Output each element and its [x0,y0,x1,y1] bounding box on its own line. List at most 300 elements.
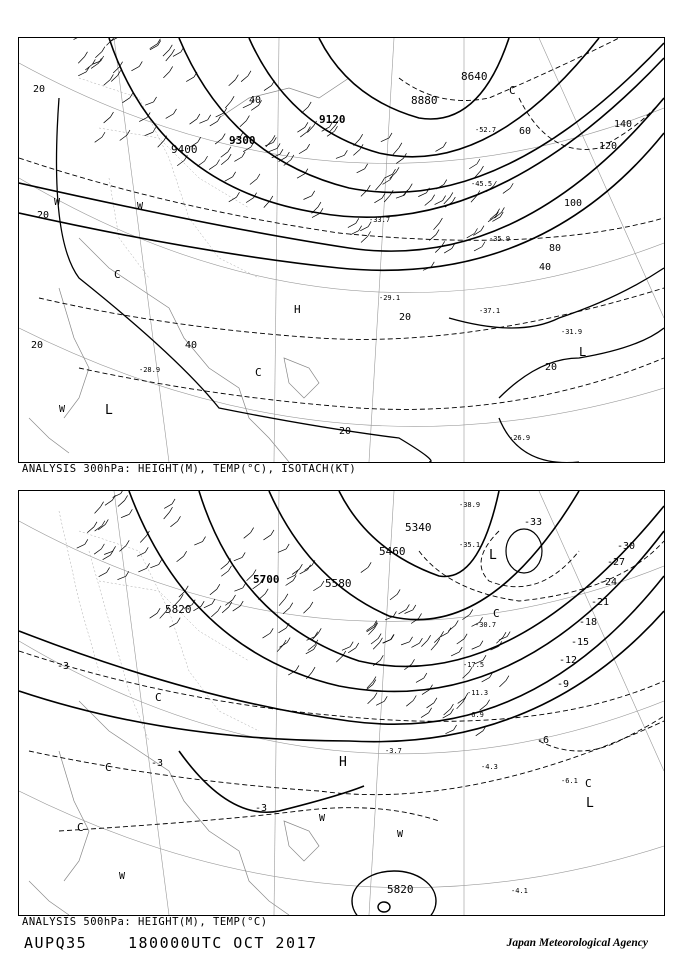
wind-barb-flag [242,152,245,157]
wind-barb-flag [218,606,221,611]
isotherm-label: -6 [537,735,550,746]
wind-barb-flag [113,546,116,551]
temperature-label: -6.9 [467,711,484,719]
wind-barb-flag [497,209,500,214]
wind-barb-flag [393,611,396,616]
boundaries [79,78,262,278]
wind-barb-flag [451,709,454,714]
isotherm-label: -3 [151,758,164,769]
wind-barb-flag [217,159,220,164]
wind-barb-flag [482,242,485,247]
low-center-mark: L [105,403,113,418]
wind-barb-flag [107,567,110,572]
wind-barb-staff [431,643,437,650]
wind-barb-staff [368,698,374,704]
cold-center-mark: C [155,691,162,704]
wind-barb-flag [291,155,294,160]
wind-barb-flag [374,693,377,698]
wind-barb-flag [470,609,473,614]
wind-barb-flag [101,502,104,507]
wind-barb-staff [221,564,228,570]
wind-barb-flag [243,583,246,588]
wind-barb-flag [368,562,371,567]
temperature-label: -38.9 [459,501,481,509]
wind-barb-flag [228,147,231,152]
wind-barb-flag [85,539,88,544]
wind-barb-staff [234,588,242,591]
wind-barb-flag [170,66,173,71]
cold-center-mark: C [114,268,121,281]
wind-barb-staff [303,196,311,200]
wind-barb-flag [378,634,381,639]
wind-barb-staff [269,148,277,151]
wind-barb-staff [164,504,172,508]
wind-barb-flag [308,565,311,570]
wind-barb-staff [368,628,374,635]
wind-barb-staff [163,71,169,77]
isotach-label: 20 [37,210,50,221]
wind-barb-staff [74,38,82,40]
isotherm-label: -33 [524,517,543,528]
wind-barb-flag [185,586,188,591]
wind-barb-staff [448,625,455,631]
isotach-label: 40 [249,95,262,106]
wind-barb-flag [172,499,175,504]
panel-caption-300hpa: ANALYSIS 300hPa: HEIGHT(M), TEMP(°C), ISOTACH(KT) [22,463,357,475]
wind-barb-flag [396,167,399,172]
high-center-mark: H [294,303,301,316]
wind-barb-flag [272,135,275,140]
wind-barb-staff [145,132,153,135]
wind-barb-flag [94,522,97,527]
wind-barb-staff [78,57,84,63]
low-center-mark: L [579,345,587,359]
wind-barb-staff [104,117,111,123]
isotach-label: 20 [545,362,558,373]
isotach-label: 100 [564,198,583,209]
temperature-label: -3.7 [385,747,402,755]
wind-barb-staff [122,98,130,103]
wind-barb-staff [197,161,204,166]
temperature-label: -6.1 [561,777,578,785]
wind-barb-staff [278,628,286,633]
wind-barb-staff [416,678,424,682]
wind-barb-staff [169,623,177,627]
wind-barb-staff [467,233,475,238]
wind-barb-flag [308,102,311,107]
wind-barb-staff [384,195,390,202]
wind-barb-flag [102,132,105,137]
isotach-label: 80 [549,243,562,254]
isotherm-label: -3 [255,803,268,814]
wind-barb-flag [434,698,437,703]
wind-barb-staff [246,198,254,203]
wind-barb-flag [475,228,478,233]
wind-barb-flag [285,594,288,599]
warm-center-mark: W [54,197,61,208]
height-label: 9300 [229,134,256,147]
wind-barb-staff [499,681,506,687]
wind-barb-staff [117,576,125,579]
wind-barb-flag [412,659,415,664]
wind-barb-staff [361,567,368,572]
wind-barb-flag [493,181,496,186]
wind-barb-staff [87,527,94,533]
wind-barb-staff [229,80,236,86]
wind-barb-staff [164,512,170,519]
wind-barb-staff [401,642,409,645]
wind-barb-staff [264,86,272,91]
wind-barb-flag [419,613,422,618]
isotherm-label: -18 [579,617,598,628]
wind-barb-flag [173,109,176,114]
wind-barb-flag [307,144,310,149]
wind-barb-flag [410,637,413,642]
wind-barb-staff [251,105,258,110]
wind-barb-flag [381,178,384,183]
wind-barb-flag [233,595,236,600]
wind-barb-staff [308,645,315,651]
wind-barb-staff [250,179,257,185]
wind-barb-flag [481,226,484,231]
wind-barb-staff [444,248,452,253]
wind-barb-staff [302,107,309,113]
wind-barb-flag [184,551,187,556]
temperature-label: -28.9 [139,366,161,374]
wind-barb-staff [357,169,365,173]
wind-barb-flag [480,166,483,171]
wind-barb-staff [138,568,146,572]
temperature-label: -29.1 [379,294,401,302]
wind-barb-flag [177,618,180,623]
wind-barb-flag [110,74,113,79]
temperature-label: -31.9 [561,328,583,336]
wind-barb-flag [406,604,409,609]
wind-barb-staff [348,648,356,653]
wind-barb-staff [503,188,510,193]
wind-barb-flag [380,655,383,660]
wind-barb-flag [293,576,296,581]
wind-barb-flag [129,509,132,514]
wind-barb-flag [452,197,455,202]
isotherm-label: -30 [617,541,636,552]
wind-barb-staff [190,119,197,124]
isotherm-label: -24 [599,577,618,588]
wind-barb-flag [125,495,128,500]
wind-barb-flag [126,540,129,545]
wind-barb-staff [393,148,399,155]
wind-barb-flag [379,638,382,643]
wind-barb-flag [157,608,160,613]
wind-barb-flag [318,628,321,633]
wind-barb-flag [102,47,105,52]
height-label: 5340 [405,521,432,534]
wind-barb-flag [389,133,392,138]
wind-barb-staff [264,201,270,208]
wind-barb-staff [233,606,240,611]
wind-barb-staff [131,66,139,70]
wind-barb-flag [235,75,238,80]
wind-barb-staff [94,549,101,554]
wind-barb-flag [439,218,442,223]
wind-barb-staff [421,640,427,646]
wind-barb-staff [244,533,251,539]
wind-barb-flag [455,620,458,625]
wind-barb-flag [224,108,227,113]
wind-barb-staff [297,174,305,178]
wind-barb-flag [228,566,231,571]
agency-name: Japan Meteorological Agency [506,937,648,949]
wind-barb-flag [510,183,513,188]
wind-barb-staff [177,160,184,165]
wind-barb-flag [139,61,142,66]
wind-barb-flag [153,127,156,132]
wind-barb-flag [350,642,353,647]
wind-barb-flag [320,208,323,213]
wind-barb-flag [487,700,490,705]
wind-barb-flag [120,62,123,67]
wind-barb-flag [431,262,434,267]
wind-barb-flag [121,491,124,494]
panel-caption-500hpa: ANALYSIS 500hPa: HEIGHT(M), TEMP(°C) [22,916,268,928]
wind-barb-flag [222,134,225,139]
wind-barb-flag [506,676,509,681]
isotherm-label: -3 [57,661,70,672]
temperature-label: -4.3 [481,763,498,771]
wind-barb-flag [305,122,308,127]
wind-barb-flag [507,632,510,637]
wind-barb-staff [209,164,216,169]
isotach-label: 20 [33,84,46,95]
wind-barb-flag [273,137,276,142]
wind-barb-staff [313,586,321,591]
wind-barb-staff [216,113,224,117]
wind-barb-staff [95,526,102,531]
isotach-label: 120 [599,141,618,152]
temperature-label: -4.1 [511,887,528,895]
height-label: 8640 [461,70,488,83]
wind-barb-staff [371,639,378,644]
temperature-label: -17.5 [463,661,485,669]
wind-barb-staff [95,137,102,142]
coastline [29,78,352,462]
wind-barb-staff [405,610,413,614]
wind-barb-staff [336,656,342,662]
wind-barb-flag [169,45,172,50]
wind-barb-staff [166,54,172,61]
wind-barb-flag [419,638,422,643]
wind-barb-flag [280,149,283,154]
height-contours [19,38,664,270]
low-center-mark: L [489,548,497,563]
valid-time: 180000UTC OCT 2017 [128,934,318,952]
cold-center-mark: C [509,84,516,97]
isotherm-label: -12 [559,655,578,666]
wind-barb-flag [271,530,274,535]
wind-barb-staff [300,570,308,574]
wind-barb-flag [483,655,486,660]
wind-barb-flag [365,164,368,169]
wind-barb-staff [474,247,482,251]
wind-barb-staff [234,157,242,162]
wind-barb-flag [248,71,251,76]
wind-barb-staff [444,197,450,204]
wind-barb-flag [286,544,289,549]
wind-barb-staff [95,52,102,58]
wind-barb-flag [197,114,200,119]
wind-barb-staff [77,544,85,548]
wind-barb-flag [178,516,181,521]
wind-barb-staff [306,649,314,653]
wind-barb-staff [173,52,181,56]
wind-barb-staff [150,613,157,618]
chart-id: AUPQ35 [24,934,88,952]
wind-barb-flag [251,528,254,533]
wind-barb-staff [469,164,477,169]
graticule [19,491,664,915]
wind-barb-staff [118,500,125,506]
wind-barb-staff [382,639,390,643]
wind-barb-flag [391,634,394,639]
wind-barb-flag [450,192,453,197]
wind-barb-flag [169,507,172,512]
wind-barb-flag [126,571,129,576]
wind-barb-staff [145,102,153,105]
wind-barb-flag [318,202,321,207]
wind-barb-staff [425,200,432,206]
wind-barb-staff [211,611,218,617]
wind-barb-flag [257,174,260,179]
wind-barb-flag [432,195,435,200]
wind-barb-flag [413,605,416,610]
wind-barb-staff [222,607,229,613]
warm-center-mark: W [119,871,126,882]
wind-barb-staff [287,575,295,579]
wind-barb-flag [501,207,504,212]
wind-barb-staff [457,639,464,644]
wind-barb-staff [221,159,228,165]
warm-center-mark: W [59,404,66,415]
wind-barb-flag [203,537,206,542]
wind-barb-staff [376,183,382,190]
wind-barb-staff [103,555,111,560]
temperature-label: -37.1 [479,307,501,315]
wind-barb-flag [409,184,412,189]
wind-barb-flag [384,696,387,701]
wind-barb-staff [312,213,320,217]
wind-barb-staff [383,180,391,185]
wind-barb-flag [84,52,87,57]
isotach-label: 20 [339,426,352,437]
wind-barb-flag [459,647,462,652]
wind-barb-staff [229,197,237,202]
wind-barb-flag [450,704,453,709]
wind-barb-flag [429,708,432,713]
isotach-label: 60 [519,126,532,137]
wind-barb-flag [312,667,315,672]
wind-barb-flag [428,635,431,640]
wind-barb-flag [296,665,299,670]
wind-barb-flag [310,602,313,607]
wind-barb-flag [270,628,273,633]
wind-barb-flag [110,112,113,117]
wind-barb-staff [482,678,490,682]
wind-barb-staff [210,589,217,595]
wind-barb-staff [258,594,265,600]
wind-barb-flag [360,134,363,139]
wind-barb-flag [299,564,302,569]
wind-barb-staff [241,76,248,82]
wind-barb-staff [299,149,307,154]
isotherm-label: -21 [591,597,610,608]
wind-barb-staff [166,114,174,119]
wind-barb-flag [464,634,467,639]
height-label: 8880 [411,94,438,107]
wind-barb-flag [344,150,347,155]
wind-barb-staff [297,127,305,132]
wind-barb-staff [286,581,294,586]
wind-barb-staff [396,158,403,163]
wind-barb-staff [221,152,228,157]
wind-barb-staff [373,643,379,649]
wind-barb-staff [121,514,129,517]
wind-barb-flag [236,192,239,197]
wind-barb-flag [101,544,104,549]
wind-barb-staff [210,121,218,126]
height-label: 5820 [165,603,192,616]
isotach-contours [57,98,665,462]
wind-barb-flag [480,641,483,646]
wind-barb-staff [277,645,283,652]
wind-barb-staff [221,571,228,576]
wind-barb-staff [303,607,309,613]
wind-barb-flag [397,589,400,594]
wind-barb-flag [246,116,249,121]
wind-barb-flag [231,96,234,101]
wind-barb-flag [159,560,162,565]
wind-barb-flag [443,142,446,147]
wind-barb-staff [445,730,453,734]
wind-barb-staff [120,135,127,140]
wind-barb-staff [418,193,426,197]
wind-barb-staff [105,500,112,505]
wind-barb-staff [225,177,233,181]
wind-barb-staff [376,701,384,705]
wind-barb-staff [304,565,311,570]
wind-barb-flag [105,519,108,524]
isotach-label: 40 [539,262,552,273]
wind-barb-flag [154,97,157,102]
height-label: 9120 [319,113,346,126]
wind-barb-staff [194,542,202,546]
wind-barb-flag [367,185,370,190]
temperature-label: -33.7 [369,216,391,224]
wind-barb-staff [113,494,121,498]
isotherm-label: -27 [607,557,626,568]
wind-barb-staff [361,236,368,242]
boundaries [59,511,259,741]
wind-barb-flag [356,643,359,648]
wind-barb-staff [427,703,434,708]
height-label: 5460 [379,545,406,558]
wind-barb-staff [170,521,177,527]
map-panel-300hpa [18,37,665,463]
wind-barb-flag [454,725,457,730]
wind-barb-staff [95,507,101,514]
wind-barb-staff [342,647,350,651]
wind-barb-flag [290,603,293,608]
wind-barb-flag [145,547,148,552]
